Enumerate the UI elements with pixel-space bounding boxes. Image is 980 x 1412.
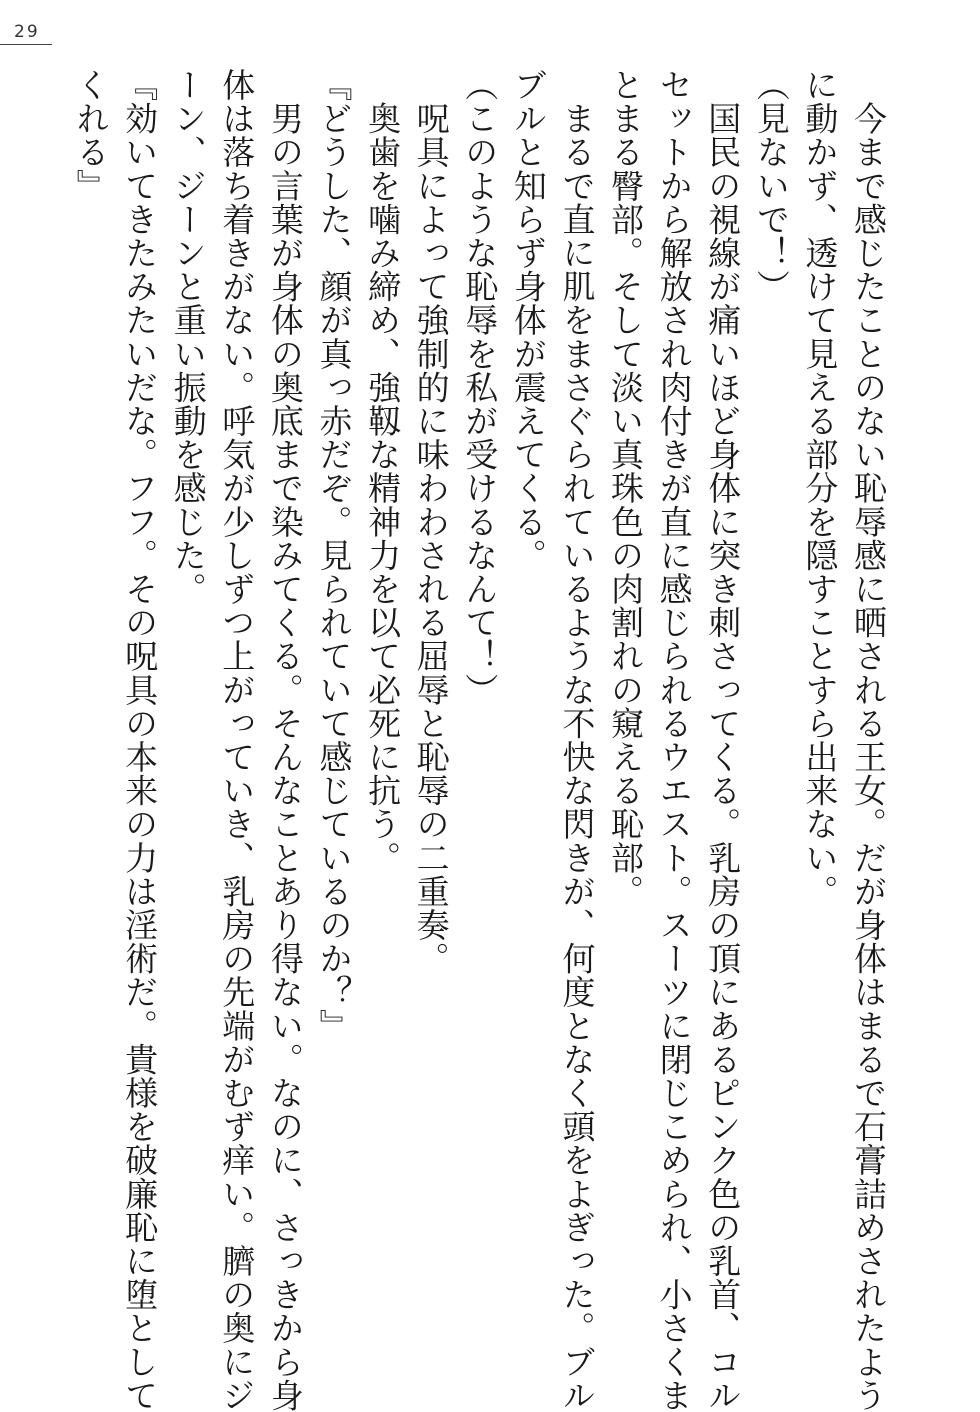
text-line: 奥歯を噛み締め、強靱な精神力を以て必死に抗う。 [363,68,403,875]
page-number-rule [0,44,52,45]
text-line: まるで直に肌をまさぐられているような不快な閃きが、何度となく頭をよぎった。ブル [557,68,597,1412]
text-line: 『効いてきたみたいだな。フフ。その呪具の本来の力は淫術だ。貴様を破廉恥に堕として [120,68,160,1412]
text-line: 国民の視線が痛いほど身体に突き刺さってくる。乳房の頂にあるピンク色の乳首、コル [703,68,743,1412]
text-line: （見ないで！） [751,68,791,304]
text-line: くれる』 [71,68,111,203]
text-line: 『どうした、顔が真っ赤だぞ。見られていて感じているのか？』 [314,68,354,1043]
text-line: セットから解放され肉付きが直に感じられるウエスト。スーツに閉じこめられ、小さくま [654,68,694,1412]
text-line: ーン、ジーンと重い振動を感じた。 [168,68,208,606]
text-line: とまる臀部。そして淡い真珠色の肉割れの窺える恥部。 [606,68,646,908]
text-line: 呪具によって強制的に味わわされる屈辱と恥辱の二重奏。 [411,68,451,976]
text-line: ブルと知らず身体が震えてくる。 [508,68,548,572]
text-line: 今まで感じたことのない恥辱感に晒される王女。だが身体はまるで石膏詰めされたよう [849,68,888,1412]
page-number: 29 [14,22,40,42]
text-line: 体は落ち着きがない。呼気が少しずつ上がっていき、乳房の先端がむず痒い。臍の奥にジ [217,68,257,1412]
text-line: （このような恥辱を私が受けるなんて！） [460,68,500,707]
text-line: 男の言葉が身体の奥底まで染みてくる。そんなことあり得ない。なのに、さっきから身 [265,68,305,1412]
text-line: に動かず、透けて見える部分を隠すことすら出来ない。 [800,68,840,908]
novel-body-text [66,68,892,1412]
